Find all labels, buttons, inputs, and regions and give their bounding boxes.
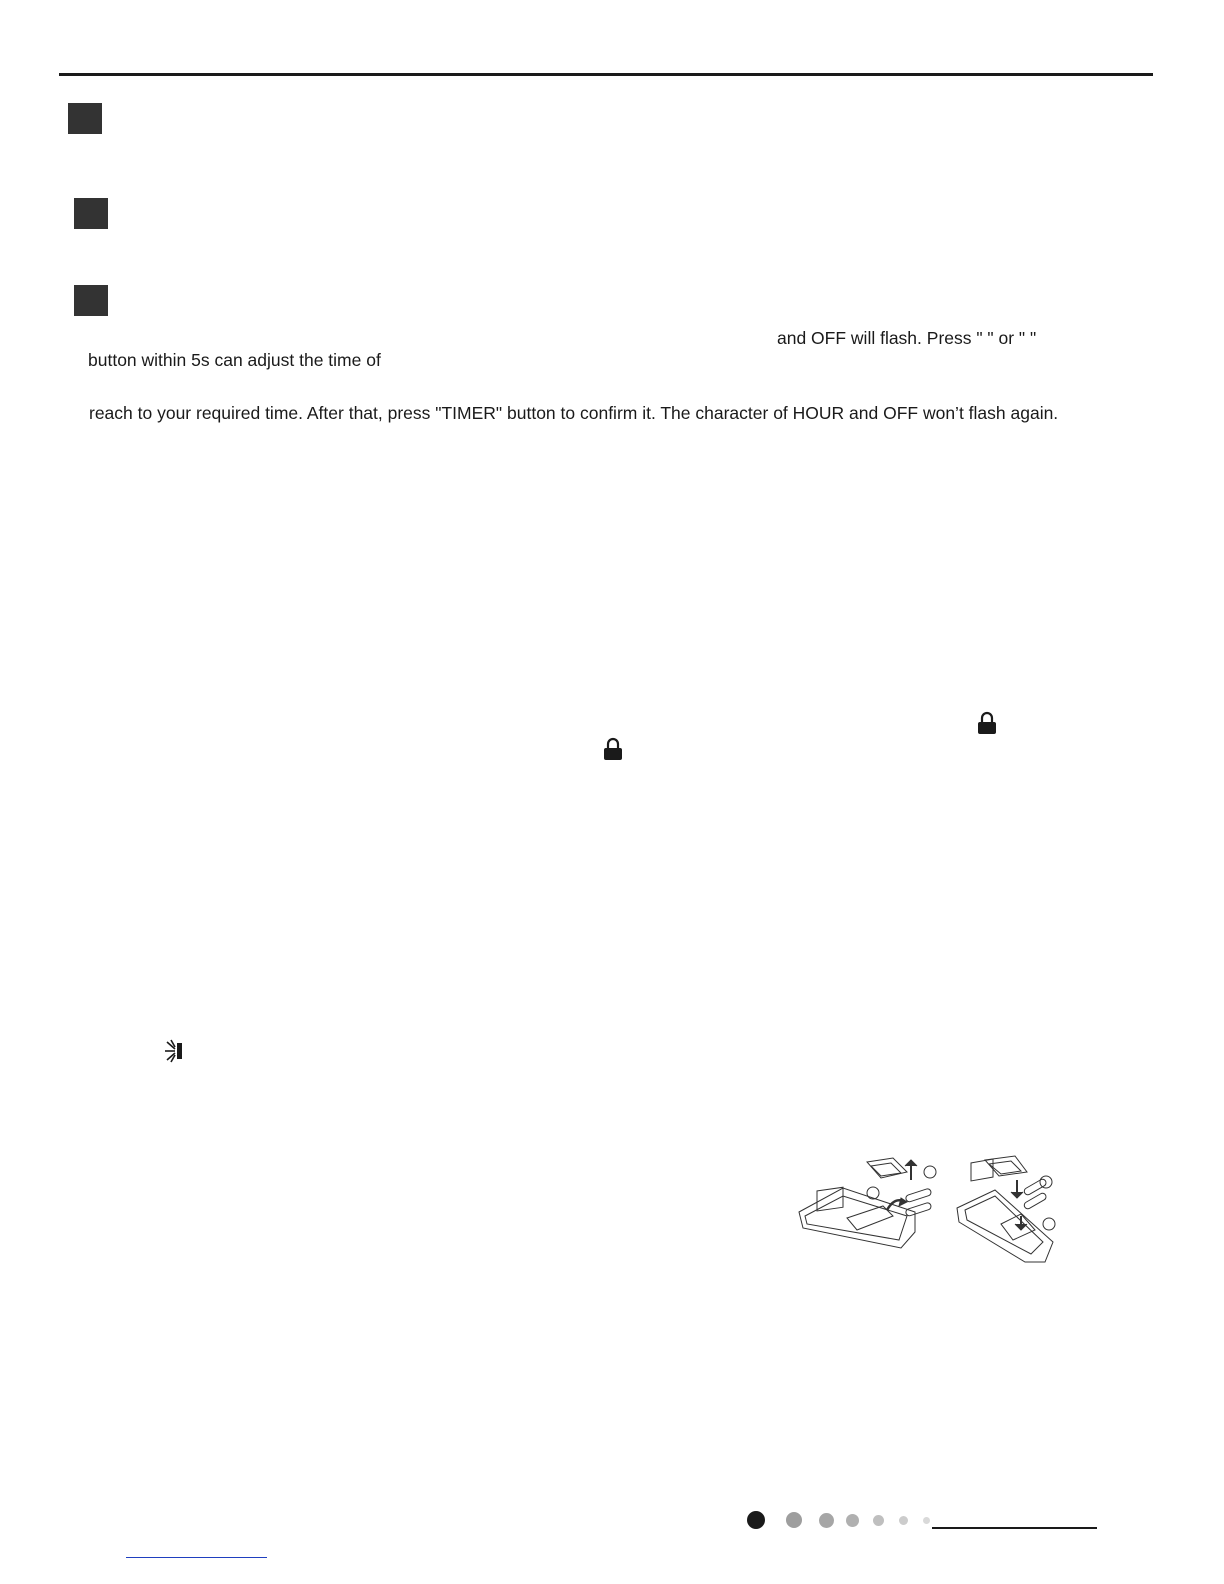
timer-instruction-line-3: reach to your required time. After that, press "TIMER" button to confirm it. The character of HOUR and OFF won’t flash again. (89, 403, 1059, 423)
progress-dot (786, 1512, 802, 1528)
timer-instruction-line-2: button within 5s can adjust the time of (88, 350, 381, 370)
progress-dot (923, 1517, 930, 1524)
progress-dot (873, 1515, 884, 1526)
progress-dot (899, 1516, 908, 1525)
footer-rule (932, 1527, 1097, 1529)
section-marker-2 (74, 198, 108, 229)
remote-open-cover (799, 1158, 936, 1248)
page-progress-dots (745, 1509, 945, 1533)
footer-link-underline[interactable] (126, 1557, 267, 1558)
signal-emit-icon (163, 1039, 185, 1063)
section-marker-1 (68, 103, 102, 134)
lock-icon (603, 737, 623, 761)
lock-icon (977, 711, 997, 735)
section-marker-3 (74, 285, 108, 316)
remote-closed-cover (957, 1156, 1055, 1262)
battery-installation-illustration (795, 1150, 1065, 1268)
header-rule (59, 73, 1153, 76)
timer-instruction-line-1: and OFF will flash. Press " " or " " (777, 328, 1037, 348)
progress-dot-active (747, 1511, 765, 1529)
progress-dot (846, 1514, 859, 1527)
progress-dot (819, 1513, 834, 1528)
